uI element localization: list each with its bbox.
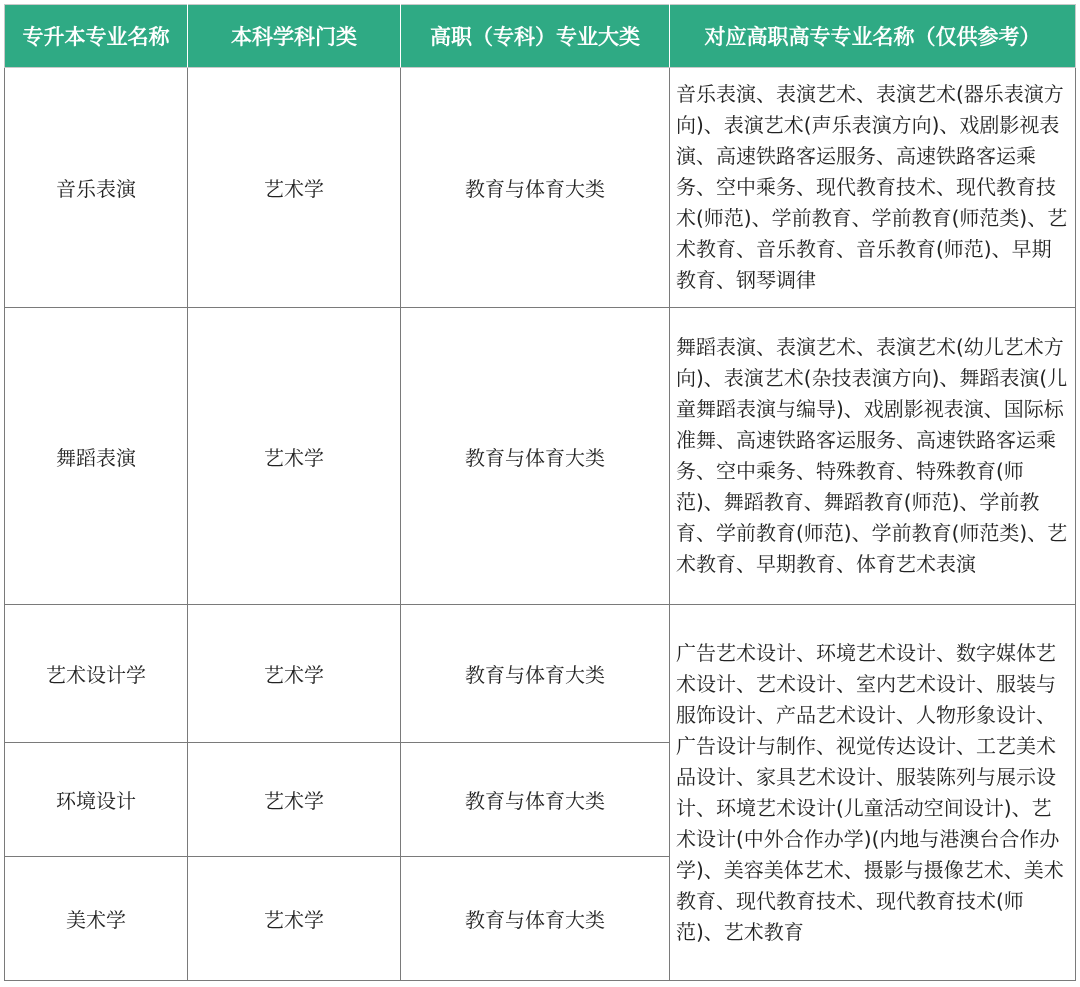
table-header bbox=[5, 5, 1076, 68]
related-majors-cell: 舞蹈表演、表演艺术、表演艺术(幼儿艺术方向)、表演艺术(杂技表演方向)、舞蹈表演(儿童舞蹈表演与编导)、戏剧影视表演、国际标准舞、高速铁路客运服务、高速铁路客运乘务、空中乘务、特殊教育、特殊教育(师范)、舞蹈教育、舞蹈教育(师范)、学前教育、学前教育(师范)、学前教育(师范类)、艺术教育、早期教育、体育艺术表演 bbox=[670, 308, 1076, 605]
category-cell: 艺术学 bbox=[188, 605, 401, 743]
vocational-class-cell: 教育与体育大类 bbox=[401, 68, 670, 308]
major-mapping-table bbox=[4, 4, 1076, 981]
vocational-class-cell: 教育与体育大类 bbox=[401, 605, 670, 743]
header-related-majors: 对应高职高专专业名称（仅供参考） bbox=[670, 5, 1076, 68]
table-row bbox=[5, 308, 1076, 605]
category-cell: 艺术学 bbox=[188, 857, 401, 981]
major-name-cell: 美术学 bbox=[5, 857, 188, 981]
related-majors-cell: 音乐表演、表演艺术、表演艺术(器乐表演方向)、表演艺术(声乐表演方向)、戏剧影视表演、高速铁路客运服务、高速铁路客运乘务、空中乘务、现代教育技术、现代教育技术(师范)、学前教育、学前教育(师范类)、艺术教育、音乐教育、音乐教育(师范)、早期教育、钢琴调律 bbox=[670, 68, 1076, 308]
vocational-class-cell: 教育与体育大类 bbox=[401, 857, 670, 981]
major-name-cell: 音乐表演 bbox=[5, 68, 188, 308]
major-name-cell: 艺术设计学 bbox=[5, 605, 188, 743]
major-name-cell: 舞蹈表演 bbox=[5, 308, 188, 605]
related-majors-cell: 广告艺术设计、环境艺术设计、数字媒体艺术设计、艺术设计、室内艺术设计、服装与服饰设计、产品艺术设计、人物形象设计、广告设计与制作、视觉传达设计、工艺美术品设计、家具艺术设计、服装陈列与展示设计、环境艺术设计(儿童活动空间设计)、艺术设计(中外合作办学)(内地与港澳台合作办学)、美容美体艺术、摄影与摄像艺术、美术教育、现代教育技术、现代教育技术(师范)、艺术教育 bbox=[670, 605, 1076, 981]
header-discipline-category: 本科学科门类 bbox=[188, 5, 401, 68]
vocational-class-cell: 教育与体育大类 bbox=[401, 308, 670, 605]
table-row bbox=[5, 605, 1076, 743]
vocational-class-cell: 教育与体育大类 bbox=[401, 743, 670, 857]
table-row bbox=[5, 68, 1076, 308]
header-vocational-class: 高职（专科）专业大类 bbox=[401, 5, 670, 68]
major-name-cell: 环境设计 bbox=[5, 743, 188, 857]
category-cell: 艺术学 bbox=[188, 68, 401, 308]
category-cell: 艺术学 bbox=[188, 743, 401, 857]
header-major-name: 专升本专业名称 bbox=[5, 5, 188, 68]
category-cell: 艺术学 bbox=[188, 308, 401, 605]
